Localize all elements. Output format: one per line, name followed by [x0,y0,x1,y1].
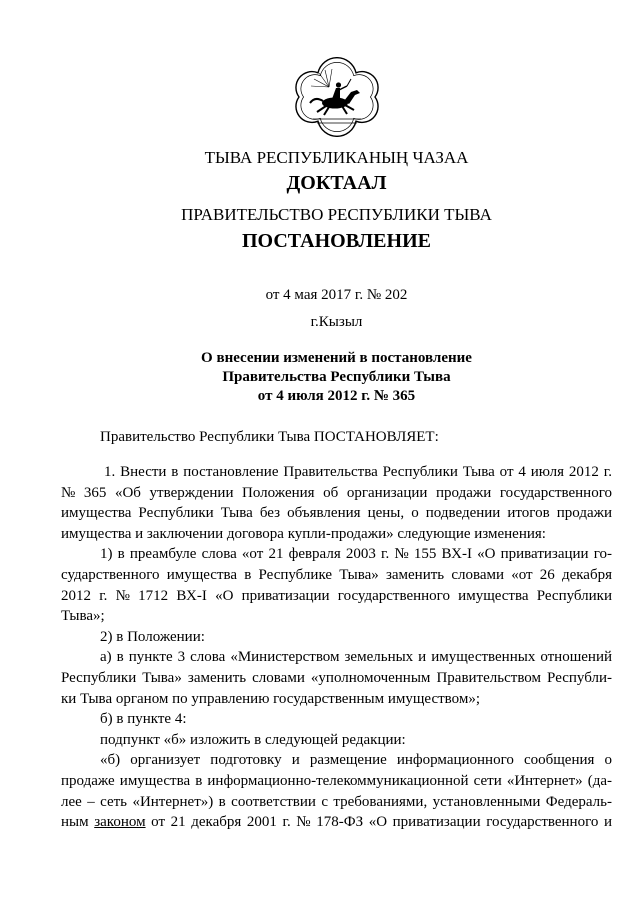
body-line: сударственного имущества в Республике Тыва» заменить словами «от 26 декабря [61,566,612,583]
body-line: Тыва»; [61,608,105,625]
document-place: г.Кызыл [310,314,363,330]
body-line: 1. Внести в постановление Правительства Республики Тыва от 4 июля 2012 г. [104,464,612,480]
subject-line: Правительства Республики Тыва [222,369,451,385]
body-line: ки Тыва органом по управлению государственным имуществом»; [61,690,481,707]
body-line: Республики Тыва» заменить словами «уполномоченным Правительством Республи- [61,669,612,686]
header-doc-type-russian: ПОСТАНОВЛЕНИЕ [242,230,431,252]
document-subject [61,349,612,406]
header-title-tuvan: ТЫВА РЕСПУБЛИКАНЫҢ ЧАЗАА [204,148,469,167]
header-doc-type-tuvan: ДОКТААЛ [286,172,387,194]
body-line: лее – сеть «Интернет») в соответствии с требованиями, установленными Федераль- [61,793,612,810]
body-line: 2012 г. № 1712 ВХ-I «О приватизации государственного имущества Республики [61,587,612,604]
law-link[interactable]: законом [94,814,146,831]
coat-of-arms-emblem [289,57,385,137]
preamble: Правительство Республики Тыва ПОСТАНОВЛЯЕТ: [100,429,439,445]
subject-line: О внесении изменений в постановление [201,350,472,366]
body-line: продаже имущества в информационно-телекоммуникационной сети «Интернет» (да- [61,772,612,789]
body-line [61,812,612,833]
document-body [61,462,612,833]
body-line: подпункт «б» изложить в следующей редакции: [100,731,406,748]
emblem-ground-stripes [313,119,361,123]
body-line: 1) в преамбуле слова «от 21 февраля 2003 г. № 155 ВХ-I «О приватизации го- [100,546,612,563]
body-line: «б) организует подготовку и размещение информационного сообщения о [100,752,612,769]
body-line: а) в пункте 3 слова «Министерством земельных и имущественных отношений [100,649,612,666]
body-line: № 365 «Об утверждении Положения об организации продажи государственного [61,484,612,501]
subject-line: от 4 июля 2012 г. № 365 [257,388,416,404]
body-line: 2) в Положении: [100,628,205,645]
body-line-text: ным [61,814,95,831]
body-line: б) в пункте 4: [100,711,187,728]
document-date-number: от 4 мая 2017 г. № 202 [265,287,408,303]
header-title-russian: ПРАВИТЕЛЬСТВО РЕСПУБЛИКИ ТЫВА [181,205,492,224]
body-line: имущества Республики Тыва без объявления цены, о подведении итогов продажи [61,505,612,522]
emblem-horseman [310,79,360,115]
body-line-text: от 21 декабря 2001 г. № 178-ФЗ «О приватизации государственного и [145,814,612,831]
body-line: имущества и заключении договора купли-продажи» следующие изменения: [61,525,546,542]
